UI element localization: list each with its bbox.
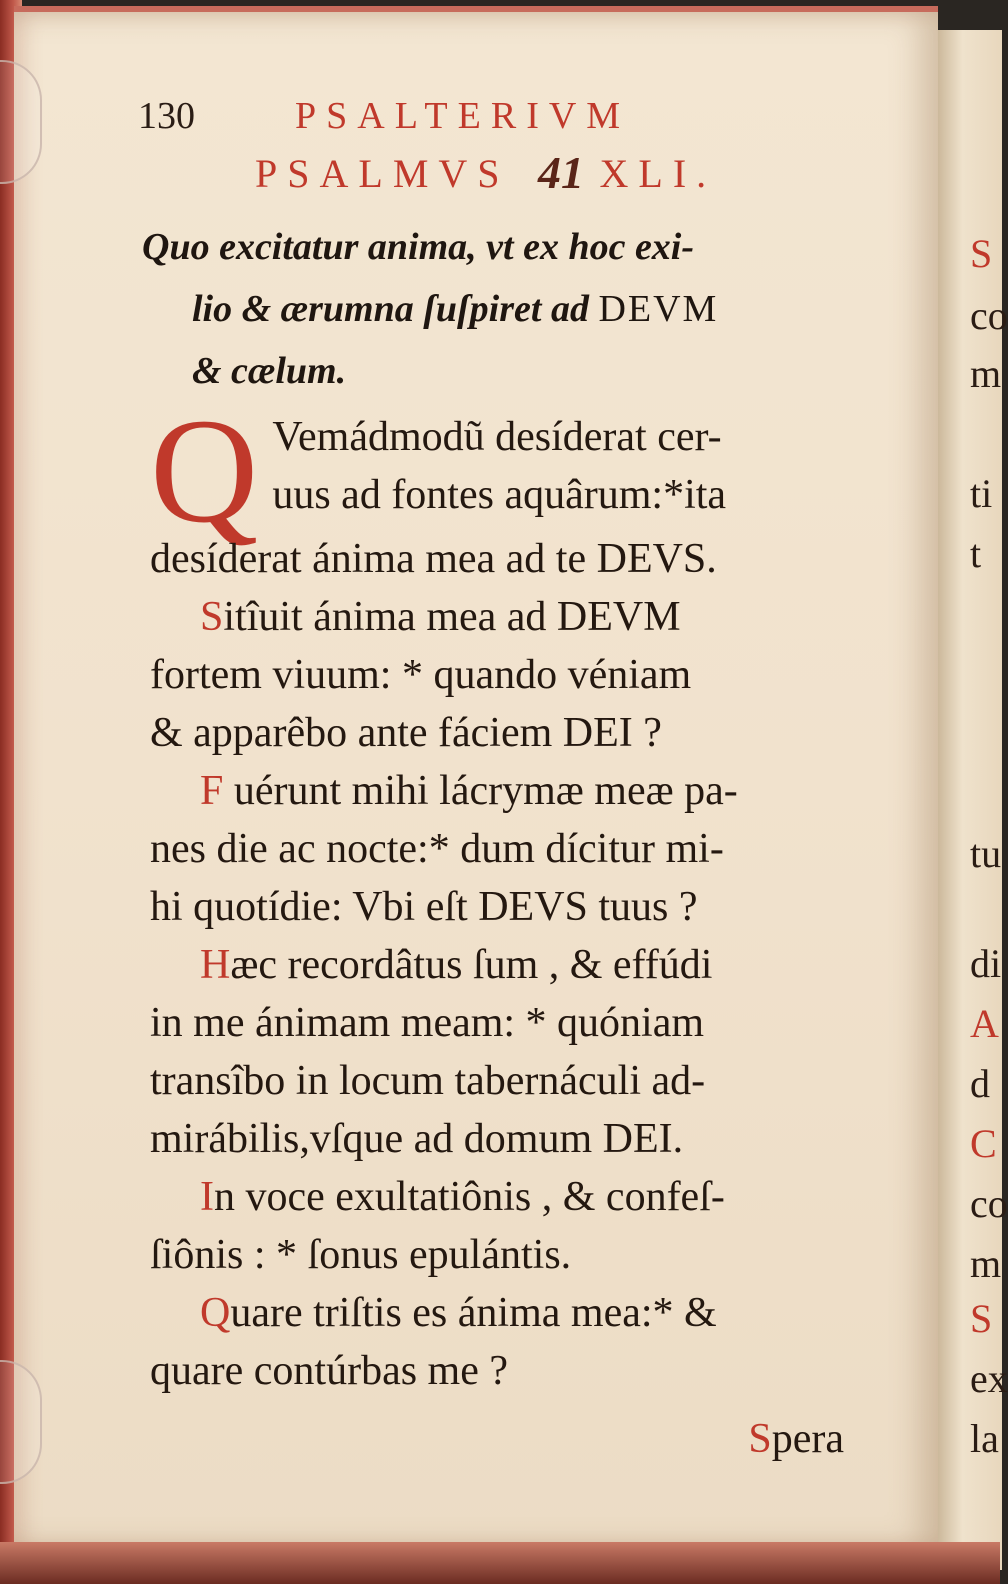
verse-4 [150,936,850,1168]
verse-6 [150,1284,850,1400]
verse-text: uare triſtis es ánima mea:* & [230,1290,717,1336]
next-page-fragment: m [970,351,1002,396]
verse-line [150,588,850,646]
verse-line: & apparêbo ante fáciem DEI ? [150,710,662,756]
next-page-fragment: A [970,1001,999,1046]
page-number: 130 [138,95,195,137]
verse-initial: Q [200,1290,231,1336]
summary-smallcaps: DEVM [598,288,719,330]
verse-line: desíderat ánima mea ad te DEVS. [150,536,717,582]
next-page-fragment: d [970,1061,990,1106]
verse-line: mirábilis,vſque ad domum DEI. [150,1116,684,1162]
verse-text: uérunt mihi lácrymæ meæ pa- [233,768,738,814]
next-page-fragment: C [970,1121,997,1166]
psalm-title [255,150,716,197]
summary-text: lio & ærumna ſuſpiret ad [192,288,589,330]
verse-2 [150,588,850,762]
verse-text: æc recordâtus ſum , & effúdi [230,942,713,988]
verse-initial: I [200,1174,214,1220]
next-page-fragment: t [970,531,982,576]
next-page-fragment: tu [970,831,1002,876]
verse-line: ſiônis : * ſonus epulántis. [150,1232,572,1278]
verse-line: hi quotídie: Vbi eſt DEVS tuus ? [150,884,698,930]
verse-line [150,762,850,820]
next-page-fragment: di [970,941,1002,986]
verse-line [150,1168,850,1226]
catchword-initial: S [748,1416,772,1462]
next-page-edge [934,30,1008,1570]
verse-text: n voce exultatiônis , & confeſ- [214,1174,725,1220]
verse-line: nes die ac nocte:* dum dícitur mi- [150,826,724,872]
verse-1 [150,388,850,588]
verse-line: uus ad fontes aquârum:*ita [272,472,727,518]
verse-line: transîbo in locum tabernáculi ad- [150,1058,706,1104]
verse-initial: F [200,768,224,814]
summary-line: & cælum. [192,350,347,392]
verse-3 [150,762,850,936]
verse-line: in me ánimam meam: * quóniam [150,1000,705,1046]
verse-line: quare contúrbas me ? [150,1348,509,1394]
psalm-number-printed: XLI. [599,151,717,196]
next-page-fragment: S [970,231,993,276]
page-clip-bottom [0,1360,42,1484]
summary-line [142,278,850,340]
verse-initial: H [200,942,231,988]
next-page-fragment: la [970,1416,999,1461]
psalm-number-handwritten: 41 [538,147,584,198]
verse-text: itîuit ánima mea ad DEVM [223,594,681,640]
verse-line [150,936,850,994]
running-title: PSALTERIVM [295,95,631,137]
summary-line: Quo excitatur anima, vt ex hoc exi- [142,226,695,268]
next-page-fragment: co [970,293,1008,338]
verse-5 [150,1168,850,1284]
page-clip-top [0,60,42,184]
next-page-fragment: ex [970,1356,1008,1401]
running-head [138,90,850,150]
next-page-fragment: ti [970,471,993,516]
psalm-heading [150,147,850,216]
verse-line [150,1284,850,1342]
next-page-fragment: m [970,1241,1002,1286]
book-edge-bottom [0,1542,1000,1584]
drop-cap: Q [150,388,259,554]
verse-initial: S [200,594,224,640]
catchword [150,1410,850,1468]
next-page-fragment: co [970,1181,1008,1226]
verse-line: fortem viuum: * quando véniam [150,652,692,698]
verse-line: Vemádmodũ desíderat cer- [272,414,722,460]
psalm-title-word: PSALMVS [255,151,510,196]
psalm-summary [142,216,850,402]
page-text [138,90,850,1468]
catchword-rest: pera [771,1416,844,1462]
next-page-fragment: S [970,1296,993,1341]
